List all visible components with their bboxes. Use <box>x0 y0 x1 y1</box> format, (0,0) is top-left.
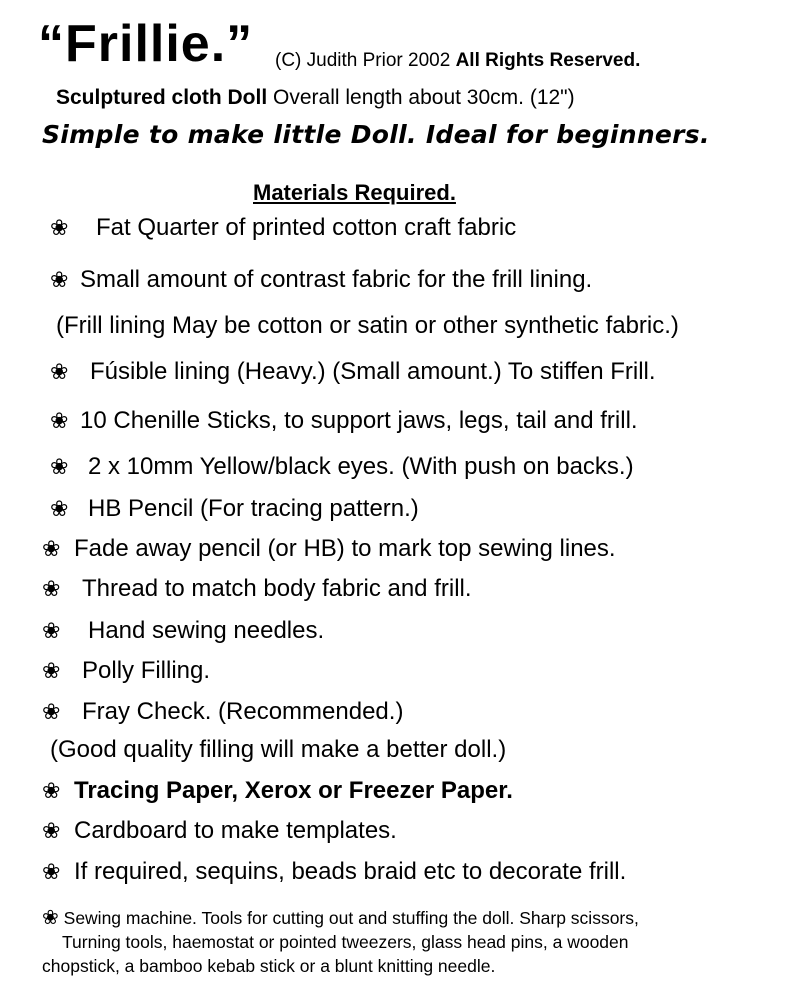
list-item-text: Tracing Paper, Xerox or Freezer Paper. <box>74 777 513 804</box>
list-note: (Frill lining May be cotton or satin or other synthetic fabric.) <box>56 312 679 339</box>
materials-heading: Materials Required. <box>253 180 456 205</box>
list-item <box>42 657 210 685</box>
tools-line-3: chopstick, a bamboo kebab stick or a blunt knitting needle. <box>42 956 496 976</box>
list-item-text: 10 Chenille Sticks, to support jaws, legs, tail and frill. <box>80 407 638 434</box>
tagline: Simple to make little Doll. Ideal for beginners. <box>42 120 710 149</box>
list-item <box>42 575 472 603</box>
list-item-text: 2 x 10mm Yellow/black eyes. (With push on backs.) <box>88 453 634 480</box>
list-item <box>42 858 626 886</box>
copyright-notice <box>275 50 640 72</box>
list-item <box>50 495 419 523</box>
flower-bullet-icon: ❀ <box>50 408 69 434</box>
list-item-text: Fade away pencil (or HB) to mark top sewing lines. <box>74 535 616 562</box>
list-item <box>50 407 638 435</box>
flower-bullet-icon: ❀ <box>42 905 59 929</box>
flower-bullet-icon: ❀ <box>50 454 69 480</box>
tools-line-1: Sewing machine. Tools for cutting out and stuffing the doll. Sharp scissors, <box>63 908 639 928</box>
list-item <box>42 817 397 845</box>
flower-bullet-icon: ❀ <box>42 818 61 844</box>
rights-reserved-text: All Rights Reserved. <box>455 50 641 71</box>
list-item-text: If required, sequins, beads braid etc to decorate frill. <box>74 858 627 885</box>
flower-bullet-icon: ❀ <box>42 618 61 644</box>
list-item <box>50 358 656 386</box>
list-item <box>50 453 634 481</box>
list-note: (Good quality filling will make a better doll.) <box>50 736 507 763</box>
list-item-text: Small amount of contrast fabric for the frill lining. <box>80 266 593 293</box>
list-item-text: Hand sewing needles. <box>88 617 325 644</box>
list-item-text: Fat Quarter of printed cotton craft fabric <box>96 214 517 241</box>
flower-bullet-icon: ❀ <box>50 215 69 241</box>
list-item <box>42 777 513 805</box>
list-item-text: HB Pencil (For tracing pattern.) <box>88 495 419 522</box>
list-item <box>42 617 324 645</box>
tools-line-2: Turning tools, haemostat or pointed tweezers, glass head pins, a wooden <box>62 932 629 952</box>
list-item-text: Fúsible lining (Heavy.) (Small amount.) To stiffen Frill. <box>90 358 656 385</box>
list-item <box>42 535 616 563</box>
copyright-text: (C) Judith Prior 2002 <box>275 50 451 71</box>
flower-bullet-icon: ❀ <box>42 699 61 725</box>
list-item-text: Polly Filling. <box>82 657 211 684</box>
flower-bullet-icon: ❀ <box>42 859 61 885</box>
flower-bullet-icon: ❀ <box>50 267 69 293</box>
flower-bullet-icon: ❀ <box>50 359 69 385</box>
subtitle <box>56 86 575 110</box>
subtitle-product: Sculptured cloth Doll <box>56 86 268 109</box>
flower-bullet-icon: ❀ <box>42 576 61 602</box>
list-item-tools <box>42 905 639 978</box>
flower-bullet-icon: ❀ <box>42 536 61 562</box>
document-title: “Frillie.” <box>38 15 254 73</box>
flower-bullet-icon: ❀ <box>42 778 61 804</box>
subtitle-size: Overall length about 30cm. (12") <box>273 86 575 109</box>
list-item <box>50 266 592 294</box>
list-item <box>50 214 516 242</box>
list-item-text: Fray Check. (Recommended.) <box>82 698 404 725</box>
flower-bullet-icon: ❀ <box>42 658 61 684</box>
list-item-text: Thread to match body fabric and frill. <box>82 575 472 602</box>
list-item-text: Cardboard to make templates. <box>74 817 397 844</box>
list-item <box>42 698 403 726</box>
flower-bullet-icon: ❀ <box>50 496 69 522</box>
